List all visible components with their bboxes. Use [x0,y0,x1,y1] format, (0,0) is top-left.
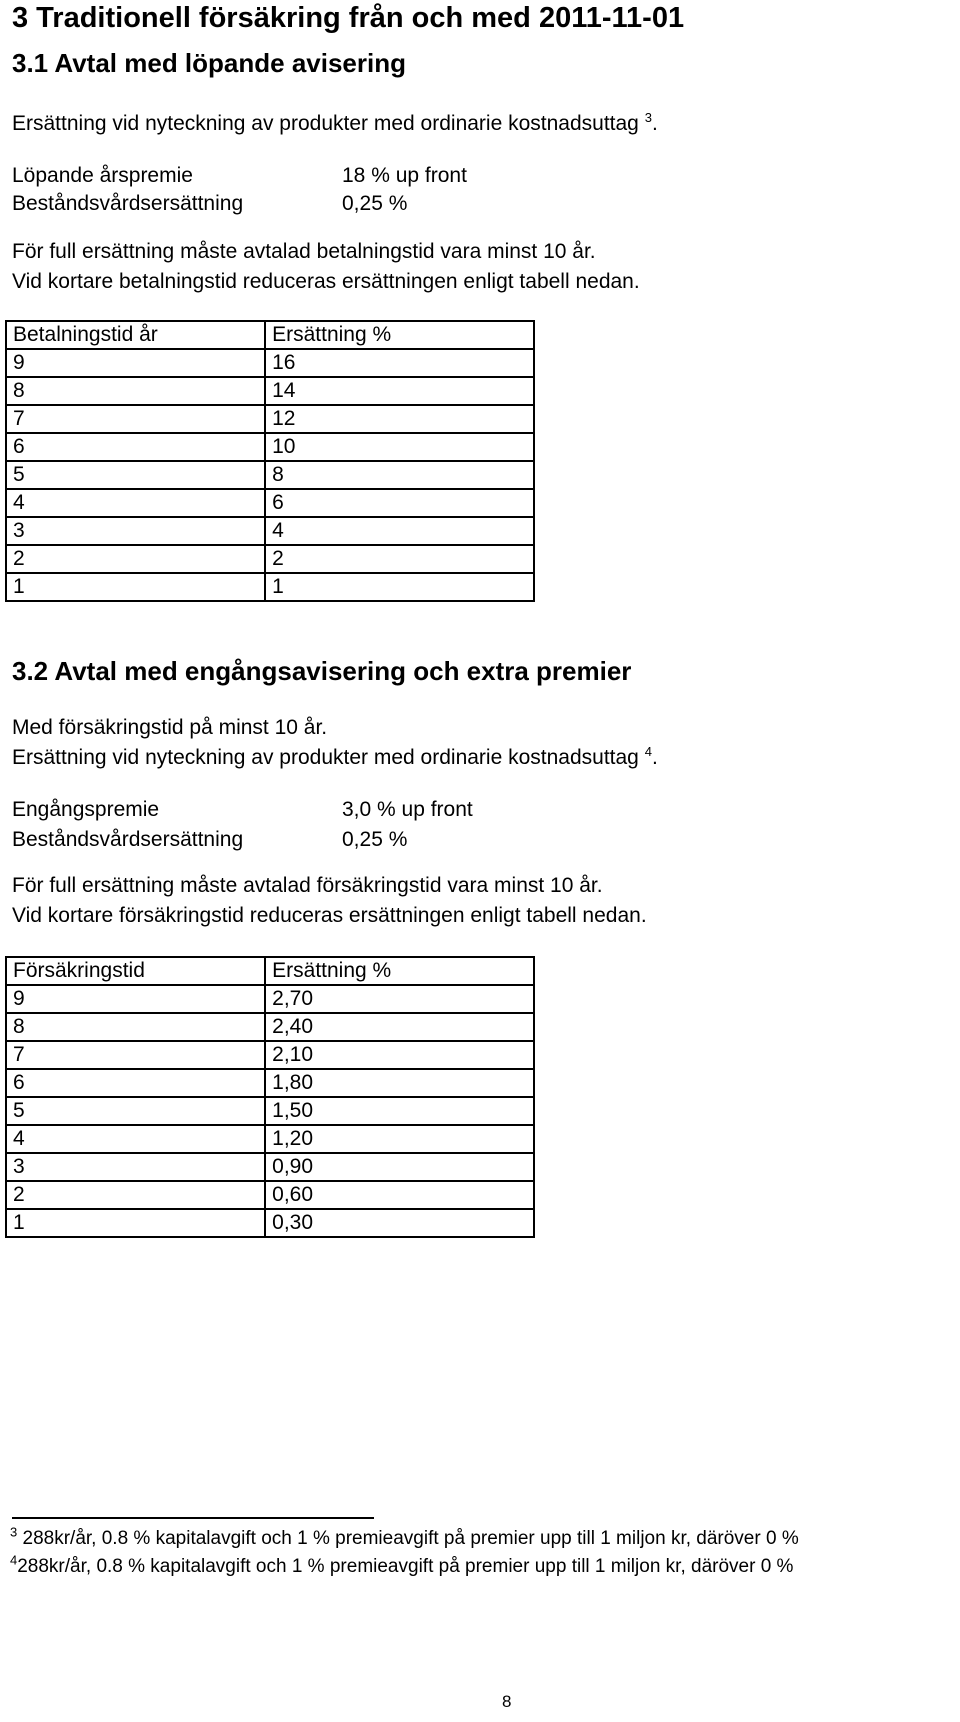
intro-text: Ersättning vid nyteckning av produkter med ordinarie kostnadsuttag [12,112,639,135]
table-header-row [6,957,534,985]
table-row [6,1125,534,1153]
row-value: 3,0 % up front [342,798,473,821]
table-cell: 6 [265,489,534,517]
table-row [6,573,534,601]
note-line: För full ersättning måste avtalad betalningstid vara minst 10 år. [12,240,596,263]
intro-end: . [651,746,658,769]
table-header: Betalningstid år [6,321,265,349]
row-label: Engångspremie [12,798,160,821]
table-cell: 9 [6,985,265,1013]
table-row [6,1181,534,1209]
row-value: 0,25 % [342,192,408,215]
table-cell: 16 [265,349,534,377]
table-cell: 0,30 [265,1209,534,1237]
section-heading-3-1: 3.1 Avtal med löpande avisering [12,48,406,78]
table-row [6,1069,534,1097]
note-line: Vid kortare betalningstid reduceras ersättningen enligt tabell nedan. [12,270,640,293]
table-row [6,1041,534,1069]
section1-intro [12,112,658,136]
table-header: Ersättning % [265,321,534,349]
page-heading: 3 Traditionell försäkring från och med 2011-11-01 [12,2,685,34]
table-cell: 2,70 [265,985,534,1013]
table-row [6,1209,534,1237]
section2-line: Med försäkringstid på minst 10 år. [12,716,328,739]
table-cell: 1,20 [265,1125,534,1153]
table-cell: 14 [265,377,534,405]
intro-text: Ersättning vid nyteckning av produkter med ordinarie kostnadsuttag [12,746,639,769]
table-row [6,1097,534,1125]
table-row [6,545,534,573]
table-row [6,1153,534,1181]
row-label: Löpande årspremie [12,164,193,187]
row-value: 18 % up front [342,164,467,187]
table-row [6,461,534,489]
table-row [6,489,534,517]
table-cell: 7 [6,1041,265,1069]
table-cell: 0,60 [265,1181,534,1209]
table-row [6,377,534,405]
table-row [6,1013,534,1041]
table-cell: 5 [6,461,265,489]
table-cell: 4 [6,1125,265,1153]
table-cell: 2 [6,545,265,573]
table-cell: 1 [265,573,534,601]
footnote-number: 3 [10,1524,18,1540]
section2-intro [12,746,658,770]
table-header: Ersättning % [265,957,534,985]
table-cell: 4 [6,489,265,517]
payment-period-table [5,320,535,602]
footnote-ref: 3 [644,110,652,125]
table-row [6,517,534,545]
table-cell: 8 [6,1013,265,1041]
note-line: För full ersättning måste avtalad försäkringstid vara minst 10 år. [12,874,603,897]
table-row [6,349,534,377]
note-line: Vid kortare försäkringstid reduceras ersättningen enligt tabell nedan. [12,904,647,927]
table-cell: 6 [6,433,265,461]
footnote-number: 4 [10,1552,18,1568]
table-cell: 5 [6,1097,265,1125]
table-cell: 6 [6,1069,265,1097]
table-cell: 4 [265,517,534,545]
table-cell: 2,40 [265,1013,534,1041]
footnote-separator [12,1517,374,1519]
table-header-row [6,321,534,349]
row-label: Beståndsvårdsersättning [12,192,244,215]
table-cell: 2 [265,545,534,573]
footnote-text: 288kr/år, 0.8 % kapitalavgift och 1 % premieavgift på premier upp till 1 miljon kr, däröver 0 % [22,1528,799,1549]
row-label: Beståndsvårdsersättning [12,828,244,851]
table-cell: 3 [6,1153,265,1181]
table-cell: 8 [265,461,534,489]
table-cell: 10 [265,433,534,461]
footnote-ref: 4 [644,744,652,759]
table-cell: 3 [6,517,265,545]
insurance-period-table [5,956,535,1238]
footnote-text: 288kr/år, 0.8 % kapitalavgift och 1 % premieavgift på premier upp till 1 miljon kr, däröver 0 % [17,1556,794,1577]
table-cell: 8 [6,377,265,405]
table-cell: 0,90 [265,1153,534,1181]
table-row [6,985,534,1013]
table-row [6,405,534,433]
page-number: 8 [502,1692,512,1711]
table-header: Försäkringstid [6,957,265,985]
intro-end: . [651,112,658,135]
table-cell: 1 [6,1209,265,1237]
row-value: 0,25 % [342,828,408,851]
table-cell: 12 [265,405,534,433]
table-cell: 1 [6,573,265,601]
table-cell: 9 [6,349,265,377]
table-row [6,433,534,461]
table-cell: 7 [6,405,265,433]
section-heading-3-2: 3.2 Avtal med engångsavisering och extra premier [12,656,632,686]
table-cell: 2 [6,1181,265,1209]
footnote [10,1524,799,1550]
table-cell: 1,50 [265,1097,534,1125]
footnote [10,1552,794,1578]
table-cell: 2,10 [265,1041,534,1069]
table-cell: 1,80 [265,1069,534,1097]
